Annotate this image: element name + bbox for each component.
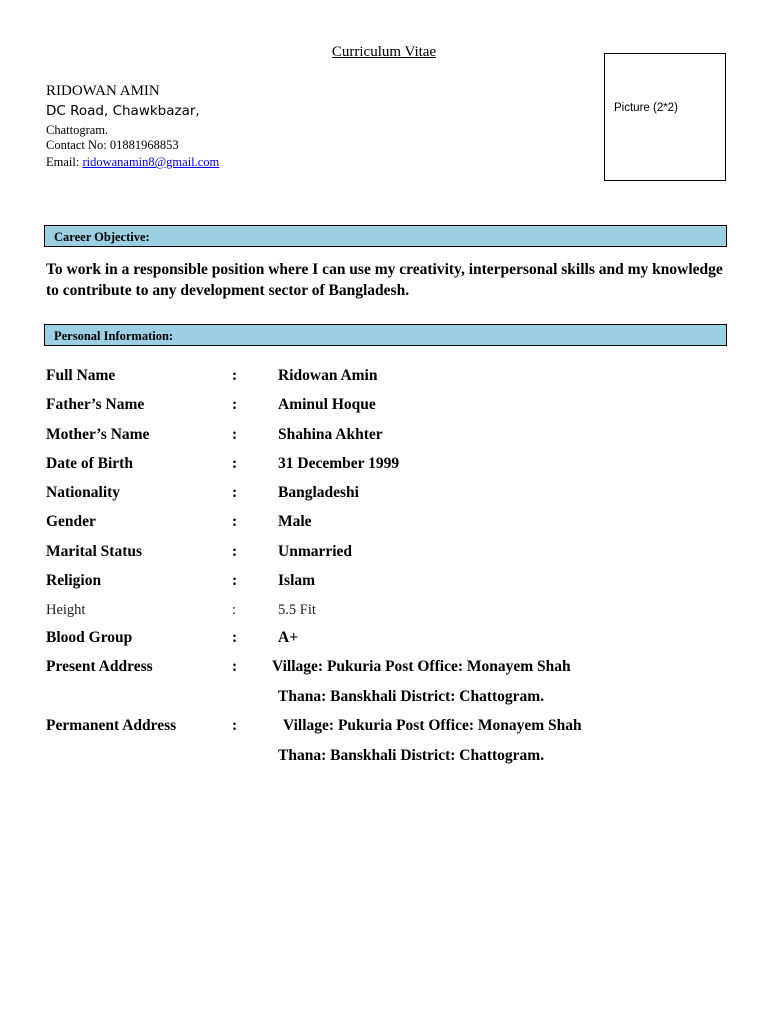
info-label: Marital Status (46, 543, 143, 560)
info-value: Village: Pukuria Post Office: Monayem Shah (283, 717, 582, 734)
info-separator: : (232, 484, 238, 501)
info-value: Aminul Hoque (278, 396, 376, 413)
info-separator: : (232, 602, 237, 618)
email-link[interactable]: ridowanamin8@gmail.com (82, 155, 220, 169)
picture-label: Picture (2*2) (614, 102, 678, 114)
document-title: Curriculum Vitae (331, 44, 437, 60)
info-value: Thana: Banskhali District: Chattogram. (278, 688, 545, 705)
applicant-name: RIDOWAN AMIN (46, 83, 160, 99)
info-value: Village: Pukuria Post Office: Monayem Shah (272, 658, 571, 675)
info-separator: : (232, 426, 238, 443)
info-label: Mother’s Name (46, 426, 150, 443)
info-value: Thana: Banskhali District: Chattogram. (278, 747, 545, 764)
info-separator: : (232, 455, 238, 472)
info-label: Nationality (46, 484, 121, 501)
info-separator: : (232, 717, 238, 734)
info-value: Unmarried (278, 543, 353, 560)
picture-placeholder (604, 53, 726, 181)
info-value: Islam (278, 572, 316, 589)
info-value: 5.5 Fit (278, 602, 316, 618)
info-label: Religion (46, 572, 102, 589)
info-separator: : (232, 396, 238, 413)
info-label: Gender (46, 513, 96, 530)
info-value: A+ (278, 629, 299, 646)
info-label: Permanent Address (46, 717, 177, 734)
personal-information-heading: Personal Information: (44, 324, 727, 346)
info-separator: : (232, 543, 238, 560)
info-separator: : (232, 513, 238, 530)
info-value: Bangladeshi (278, 484, 359, 501)
info-value: Shahina Akhter (278, 426, 383, 443)
info-separator: : (232, 572, 238, 589)
address-line-2: Chattogram. (46, 123, 109, 137)
email-line (46, 155, 219, 170)
info-separator: : (232, 367, 238, 384)
contact-number: Contact No: 01881968853 (46, 138, 179, 152)
email-label: Email: (46, 155, 83, 169)
info-value: Ridowan Amin (278, 367, 378, 384)
info-label: Height (46, 602, 86, 618)
address-line-1: DC Road, Chawkbazar, (46, 103, 200, 119)
info-label: Full Name (46, 367, 116, 384)
career-objective-text: To work in a responsible position where I can use my creativity, interpersonal skills and my knowledge to contribute to any development sector of Bangladesh. (46, 261, 723, 299)
info-value: Male (278, 513, 312, 530)
info-label: Present Address (46, 658, 153, 675)
info-value: 31 December 1999 (278, 455, 400, 472)
info-label: Date of Birth (46, 455, 133, 472)
info-label: Blood Group (46, 629, 133, 646)
info-label: Father’s Name (46, 396, 145, 413)
info-separator: : (232, 658, 238, 675)
info-separator: : (232, 629, 238, 646)
career-objective-heading: Career Objective: (44, 225, 727, 247)
